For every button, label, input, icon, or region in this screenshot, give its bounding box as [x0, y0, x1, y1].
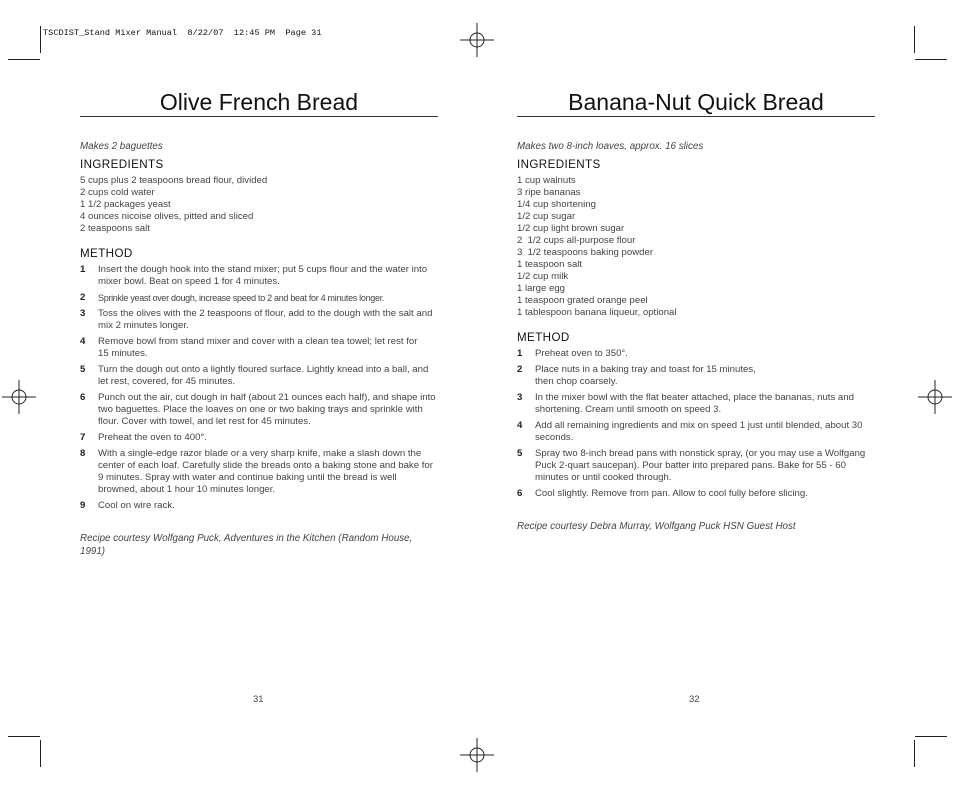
- ingredient-item: 5 cups plus 2 teaspoons bread flour, divided: [80, 175, 268, 186]
- ingredient-item: 1 tablespoon banana liqueur, optional: [517, 307, 677, 318]
- step-number: 1: [80, 264, 86, 275]
- ingredients-heading: INGREDIENTS: [517, 158, 601, 171]
- crop-mark: [8, 736, 40, 737]
- crop-mark: [40, 26, 41, 53]
- method-step: [80, 336, 438, 360]
- crop-mark: [914, 740, 915, 767]
- ingredient-item: 1/4 cup shortening: [517, 199, 596, 210]
- step-number: 5: [517, 448, 523, 459]
- ingredient-item: 3 ripe bananas: [517, 187, 581, 198]
- method-step: [80, 264, 438, 288]
- step-number: 5: [80, 364, 86, 375]
- step-number: 3: [80, 308, 86, 319]
- ingredient-item: 4 ounces nicoise olives, pitted and sliced: [80, 211, 254, 222]
- registration-mark-right: [918, 380, 952, 414]
- step-text: Cool slightly. Remove from pan. Allow to cool fully before slicing.: [535, 488, 808, 499]
- ingredient-item: 1/2 cup milk: [517, 271, 569, 282]
- method-step: [80, 448, 438, 496]
- method-step: [517, 420, 875, 444]
- page-banana-nut-quick-bread: [517, 88, 875, 533]
- ingredient-item: 1 teaspoon grated orange peel: [517, 295, 648, 306]
- method-steps: [80, 264, 438, 512]
- ingredient-item: 2 1/2 cups all-purpose flour: [517, 235, 636, 246]
- step-number: 1: [517, 348, 523, 359]
- step-number: 6: [517, 488, 523, 499]
- step-text: Cool on wire rack.: [98, 500, 175, 511]
- step-number: 6: [80, 392, 86, 403]
- step-text: Remove bowl from stand mixer and cover with a clean tea towel; let rest for 15 minutes.: [98, 336, 418, 359]
- method-step: [80, 364, 438, 388]
- ingredient-item: 1 teaspoon salt: [517, 259, 583, 270]
- method-step: [80, 432, 438, 444]
- page-number-left: 31: [253, 694, 264, 705]
- method-step: [517, 392, 875, 416]
- print-slug: TSCDIST_Stand Mixer Manual 8/22/07 12:45 PM Page 31: [43, 28, 322, 38]
- ingredients-list: [517, 175, 875, 319]
- recipe-yield: Makes 2 baguettes: [80, 141, 163, 152]
- step-text: Turn the dough out onto a lightly floured surface. Lightly knead into a ball, and let rest, covered, for 45 minutes.: [98, 364, 429, 387]
- method-step: [517, 348, 875, 360]
- recipe-yield: Makes two 8-inch loaves, approx. 16 slices: [517, 141, 704, 152]
- method-heading: METHOD: [517, 331, 570, 344]
- step-number: 2: [517, 364, 523, 375]
- ingredient-item: 2 cups cold water: [80, 187, 155, 198]
- step-number: 4: [80, 336, 86, 347]
- crop-mark: [8, 59, 40, 60]
- method-heading: METHOD: [80, 247, 133, 260]
- ingredient-item: 1 large egg: [517, 283, 566, 294]
- method-step: [80, 500, 438, 512]
- recipe-credit: Recipe courtesy Debra Murray, Wolfgang Puck HSN Guest Host: [517, 521, 796, 532]
- crop-mark: [915, 736, 947, 737]
- method-step: [517, 448, 875, 484]
- step-text: Preheat the oven to 400°.: [98, 432, 207, 443]
- step-number: 3: [517, 392, 523, 403]
- crop-mark: [40, 740, 41, 767]
- step-number: 9: [80, 500, 86, 511]
- registration-mark-top: [460, 23, 494, 57]
- ingredient-item: 1/2 cup light brown sugar: [517, 223, 625, 234]
- method-step: [80, 292, 438, 304]
- step-text: Place nuts in a baking tray and toast for 15 minutes, then chop coarsely.: [535, 364, 756, 387]
- crop-mark: [914, 26, 915, 53]
- page-number-right: 32: [689, 694, 700, 705]
- step-text: Toss the olives with the 2 teaspoons of flour, add to the dough with the salt and mix 2 minutes longer.: [98, 308, 433, 331]
- method-step: [80, 392, 438, 428]
- crop-mark: [915, 59, 947, 60]
- page-olive-french-bread: [80, 88, 438, 558]
- recipe-credit: Recipe courtesy Wolfgang Puck, Adventures in the Kitchen (Random House, 1991): [80, 533, 413, 557]
- ingredient-item: 3 1/2 teaspoons baking powder: [517, 247, 654, 258]
- method-step: [517, 488, 875, 500]
- registration-mark-left: [2, 380, 36, 414]
- recipe-title: Banana-Nut Quick Bread: [517, 88, 875, 117]
- step-text: Sprinkle yeast over dough, increase speed to 2 and beat for 4 minutes longer.: [98, 293, 385, 303]
- ingredients-heading: INGREDIENTS: [80, 158, 164, 171]
- step-text: Punch out the air, cut dough in half (about 21 ounces each half), and shape into two baguettes. Place the loaves on one or two baking trays and sprinkle with flour. Cover with towel, and let rest for 45 minutes.: [98, 392, 436, 427]
- step-text: With a single-edge razor blade or a very sharp knife, make a slash down the center of each loaf. Carefully slide the breads onto a baking stone and bake for 9 minutes. Spray with water and continue baking until the bread is well browned, about 1 hour 10 minutes longer.: [98, 448, 433, 495]
- step-text: Preheat oven to 350°.: [535, 348, 628, 359]
- registration-mark-bottom: [460, 738, 494, 772]
- step-number: 7: [80, 432, 86, 443]
- method-step: [517, 364, 875, 388]
- recipe-title: Olive French Bread: [80, 88, 438, 117]
- step-text: Add all remaining ingredients and mix on speed 1 just until blended, about 30 seconds.: [535, 420, 863, 443]
- method-steps: [517, 348, 875, 500]
- step-number: 2: [80, 292, 86, 303]
- ingredient-item: 2 teaspoons salt: [80, 223, 150, 234]
- step-text: Spray two 8-inch bread pans with nonstick spray, (or you may use a Wolfgang Puck 2-quart saucepan). Pour batter into prepared pans. Bake for 55 - 60 minutes or until cooked through.: [535, 448, 866, 483]
- ingredient-item: 1 cup walnuts: [517, 175, 576, 186]
- step-number: 8: [80, 448, 86, 459]
- step-text: Insert the dough hook into the stand mixer; put 5 cups flour and the water into mixer bowl. Beat on speed 1 for 4 minutes.: [98, 264, 428, 287]
- ingredients-list: [80, 175, 438, 235]
- step-number: 4: [517, 420, 523, 431]
- ingredient-item: 1/2 cup sugar: [517, 211, 576, 222]
- step-text: In the mixer bowl with the flat beater attached, place the bananas, nuts and shortening. Cream until smooth on speed 3.: [535, 392, 854, 415]
- ingredient-item: 1 1/2 packages yeast: [80, 199, 171, 210]
- method-step: [80, 308, 438, 332]
